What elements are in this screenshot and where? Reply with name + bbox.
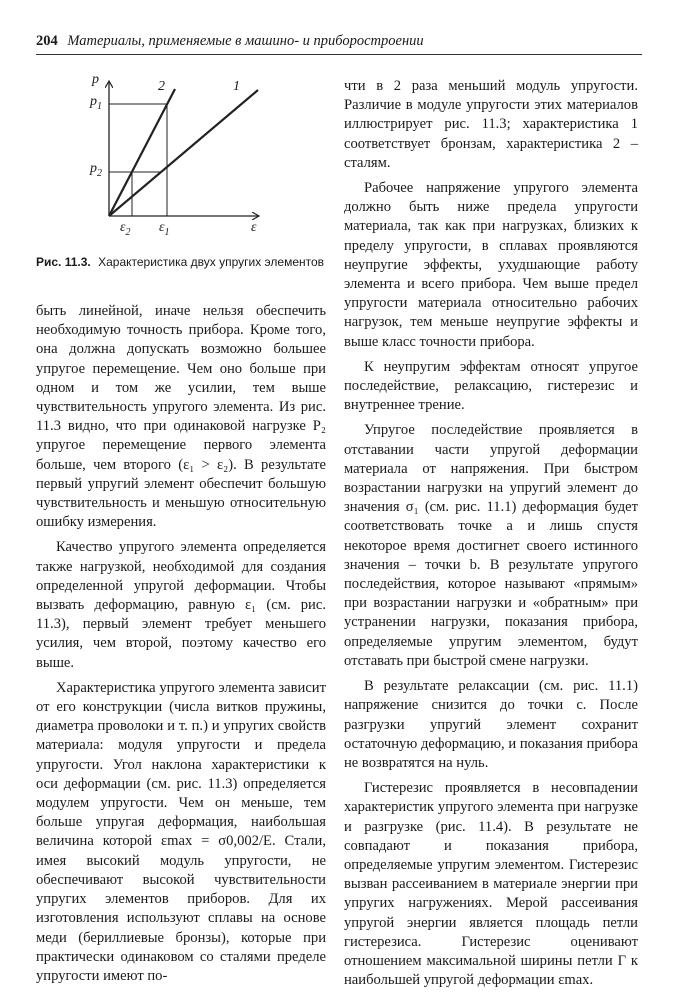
paragraph: В результате релаксации (см. рис. 11.1) напряжение снизится до точки c. После разгрузки упругий элемент сохранит остаточную деформацию, и показания прибора не возвратятся на нуль. [344, 678, 638, 771]
paragraph: быть линейной, иначе нельзя обеспечить необходимую точность прибора. Кроме того, она должна допускать возможно большее упругое перемещение. Чем оно больше при одном и том же усилии, тем выше чувствительность упругого элемента. Из рис. 11.3 видно, что при одинаковой нагрузке P₂ упругое перемещение первого элемента больше, чем второго (ε₁ > ε₂). В результате первый упругий элемент обеспечит большую чувствительность и меньшую относительную ошибку измерения. [36, 303, 326, 531]
paragraph: К неупругим эффектам относят упругое последействие, релаксацию, гистерезис и внутреннее трение. [344, 358, 638, 414]
e2-label: $\varepsilon_2$ [120, 220, 131, 238]
running-title: Материалы, применяемые в машино- и приборостроении [67, 33, 424, 49]
paragraph: Качество упругого элемента определяется также нагрузкой, необходимой для создания определенной упругой деформации. Чтобы вызвать деформацию, равную ε₁ (см. рис. 11.3), первый элемент требует меньшего усилия, чем второй, поэтому качество его выше. [36, 539, 326, 671]
characteristic-line-1 [109, 90, 258, 216]
p2-label: $p_2$ [90, 161, 102, 179]
running-header [36, 32, 646, 50]
figure-caption [36, 254, 326, 270]
page-number: 204 [36, 33, 58, 49]
figure-11-3 [40, 68, 330, 253]
paragraph: Характеристика упругого элемента зависит от его конструкции (числа витков пружины, диаметра проволоки и т. п.) и упругих свойств материала: модуля упругости и предела упругости. Угол наклона характеристики к оси деформации (см. рис. 11.3) определяется модулем упругости. Чем он меньше, тем больше упругая деформация, наибольшая величина которой εmax = σ0,002/E. Стали, имея высокий модуль упругости, не обеспечивают высокой чувствительности упругих элементов приборов. Для их изготовления используют сплавы на основе меди (бериллиевые бронзы), которые при практически одинаковом со сталями пределе упругости имеют по- [36, 679, 326, 984]
paragraph: Упругое последействие проявляется в отставании части упругой деформации материала от напряжения. При быстром возрастании нагрузки на упругий элемент до значения σ₁ (см. рис. 11.1) деформация будет соответствовать точке a и лишь спустя некоторое время достигнет своего истинного значения – точки b. В результате упругого последействия, которое называют «прямым» при возрастании нагрузки и «обратным» при устранении нагрузки, показания прибора, определяемые упругим элементом, будут отставать при быстрой смене нагрузки. [344, 422, 638, 669]
caption-text: Характеристика двух упругих элементов [98, 255, 325, 269]
curve-1-label: 1 [233, 79, 240, 94]
caption-number: Рис. 11.3. [36, 255, 91, 269]
paragraph: Рабочее напряжение упругого элемента должно быть ниже предела упругости материала, так как при нагрузках, близких к пределу упругости, в сплавах проявляются неупругие эффекты, ухудшающие работу элемента и всего прибора. Чем выше предел упругости материала относительно рабочих нагрузок, тем меньше неупругие эффекты и выше класс точности прибора. [344, 180, 638, 350]
curve-2-label: 2 [158, 79, 165, 94]
characteristic-line-2 [109, 89, 175, 216]
axis-x-label: ε [251, 220, 257, 235]
figure-11-3-diagram [40, 68, 330, 253]
header-rule [36, 54, 642, 55]
right-column [344, 77, 638, 990]
left-column [36, 302, 326, 986]
axis-y-label: p [92, 72, 99, 87]
e1-label: $\varepsilon_1$ [159, 220, 170, 238]
paragraph: чти в 2 раза меньший модуль упругости. Различие в модуле упругости этих материалов иллюстрирует рис. 11.3; характеристика 1 соответствует бронзам, характеристика 2 – сталям. [344, 78, 638, 171]
p1-label: $p_1$ [90, 94, 102, 112]
paragraph: Гистерезис проявляется в несовпадении характеристик упругого элемента при нагрузке и разгрузке (рис. 11.4). В результате не совпадают и показания прибора, определяемые упругим элементом. Гистерезис вызван рассеиванием в материале энергии при упругих нагружениях. Мерой рассеивания упругой энергии является площадь петли гистерезиса. Гистерезис оценивают отношением максимальной ширины петли Г к наибольшей упругой деформации εmax. [344, 780, 638, 989]
